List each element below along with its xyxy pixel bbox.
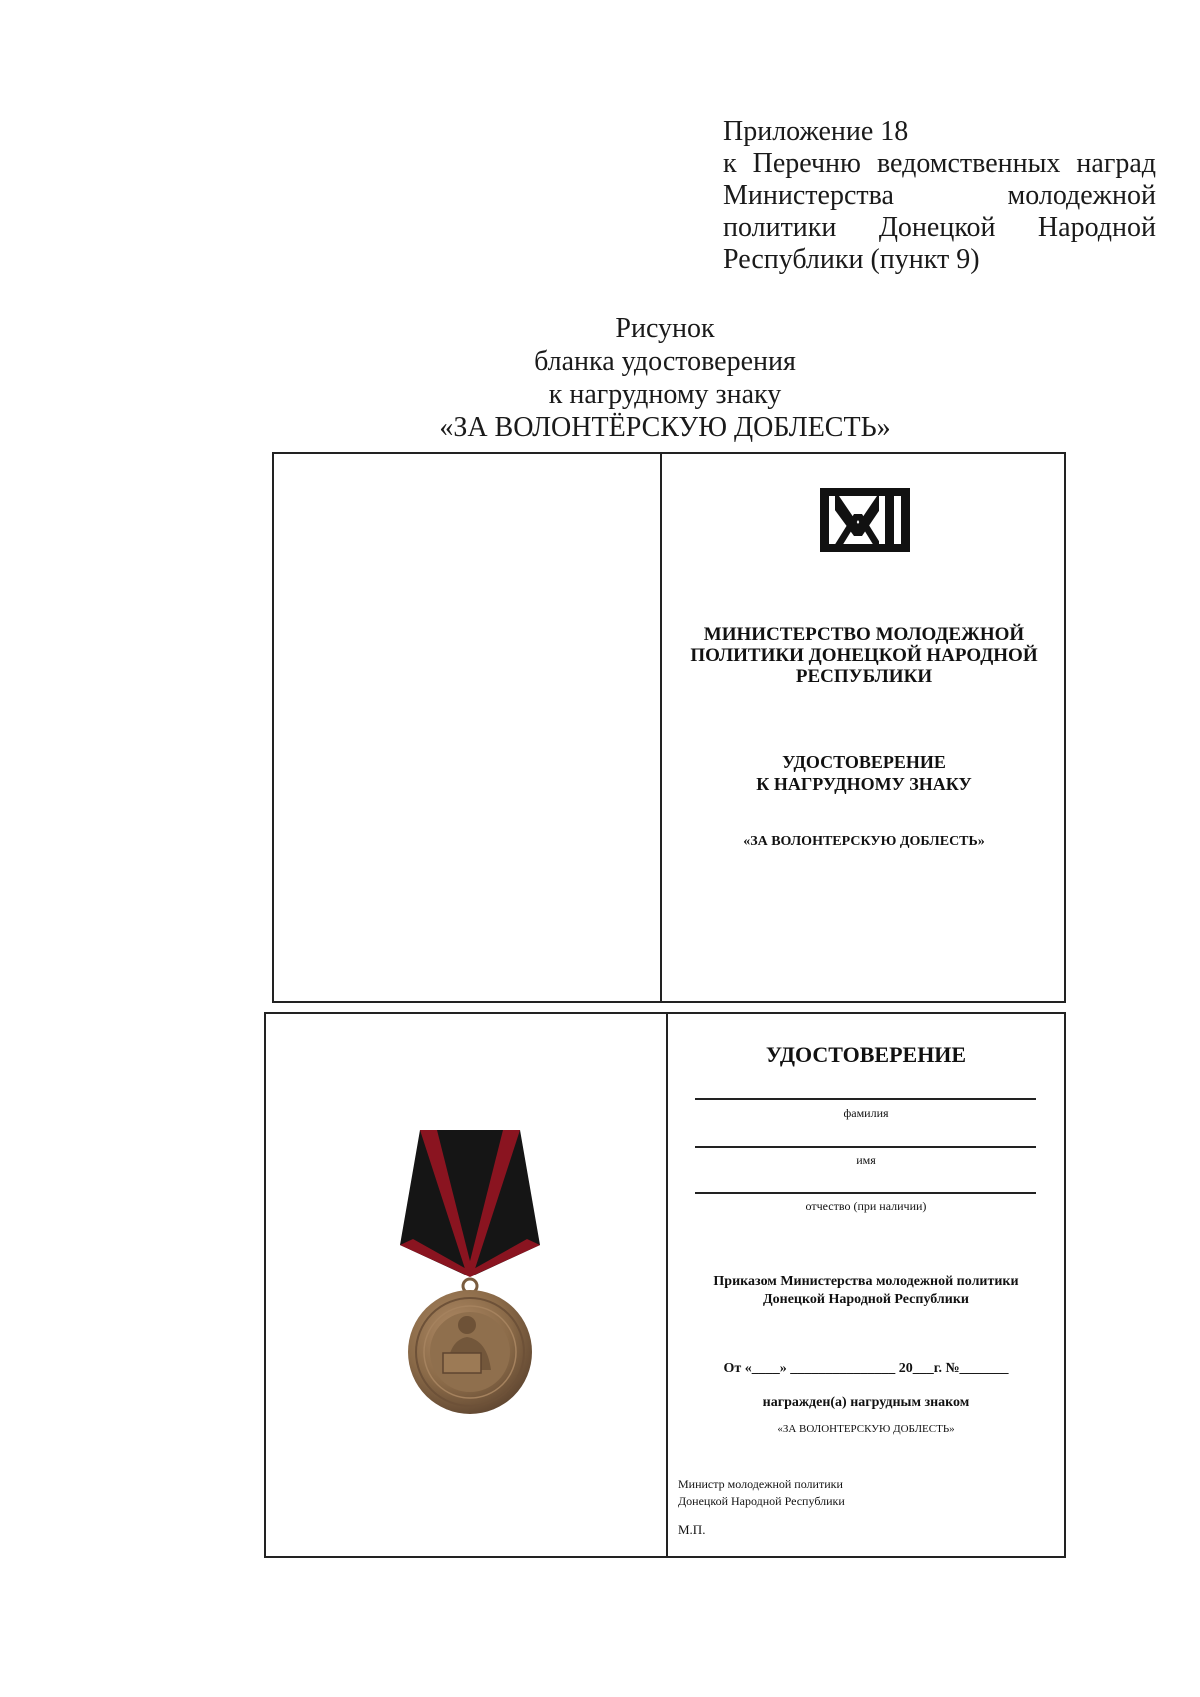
- ministry-line: РЕСПУБЛИКИ: [795, 666, 933, 687]
- awarded-text: награжден(а) нагрудным знаком: [762, 1395, 970, 1410]
- name-line: [695, 1146, 1036, 1148]
- date-number-line: От «____» _______________ 20___г. №_______: [723, 1361, 1009, 1376]
- caption-line: к нагрудному знаку: [548, 379, 782, 410]
- minister-line: Донецкой Народной Республики: [678, 1494, 845, 1508]
- ministry-line: ПОЛИТИКИ ДОНЕЦКОЙ НАРОДНОЙ: [690, 645, 1038, 666]
- caption-line: Рисунок: [615, 313, 715, 344]
- seal-place: М.П.: [678, 1522, 706, 1537]
- cover-fold-line: [660, 454, 662, 1001]
- ministry-name: [664, 624, 1064, 687]
- cover-title: [664, 751, 1064, 795]
- figure-caption: [0, 312, 1200, 444]
- minister-line: Министр молодежной политики: [678, 1477, 843, 1491]
- appendix-header: [723, 116, 1156, 276]
- appendix-line: Республики (пункт 9): [723, 244, 980, 275]
- patronymic-label: отчество (при наличии): [805, 1199, 927, 1213]
- inner-badge-name: «ЗА ВОЛОНТЕРСКУЮ ДОБЛЕСТЬ»: [777, 1423, 955, 1435]
- appendix-line: к Перечню ведомственных наград: [723, 148, 1156, 179]
- patronymic-line: [695, 1192, 1036, 1194]
- name-label: имя: [856, 1153, 876, 1167]
- cover-title-line: УДОСТОВЕРЕНИЕ: [782, 752, 946, 772]
- order-line: Приказом Министерства молодежной политики: [713, 1274, 1019, 1289]
- ministry-line: МИНИСТЕРСТВО МОЛОДЕЖНОЙ: [703, 624, 1025, 645]
- caption-line: бланка удостоверения: [534, 346, 796, 377]
- minister-signature: [678, 1476, 845, 1510]
- appendix-line: Министерства молодежной: [723, 180, 1156, 211]
- surname-line: [695, 1098, 1036, 1100]
- cover-title-line: К НАГРУДНОМУ ЗНАКУ: [756, 774, 972, 794]
- order-text: [668, 1273, 1064, 1309]
- inner-right-page: [668, 1016, 1064, 1556]
- inner-title: УДОСТОВЕРЕНИЕ: [765, 1042, 967, 1067]
- appendix-line: политики Донецкой Народной: [723, 212, 1156, 243]
- cover-right-page: [664, 456, 1064, 999]
- medal-icon: [395, 1125, 545, 1422]
- order-line: Донецкой Народной Республики: [763, 1292, 969, 1307]
- appendix-line: Приложение 18: [723, 116, 909, 147]
- caption-line: «ЗА ВОЛОНТЁРСКУЮ ДОБЛЕСТЬ»: [439, 412, 891, 443]
- cover-badge-name: «ЗА ВОЛОНТЕРСКУЮ ДОБЛЕСТЬ»: [743, 834, 985, 849]
- surname-label: фамилия: [843, 1106, 889, 1120]
- ministry-logo-icon: [820, 488, 910, 557]
